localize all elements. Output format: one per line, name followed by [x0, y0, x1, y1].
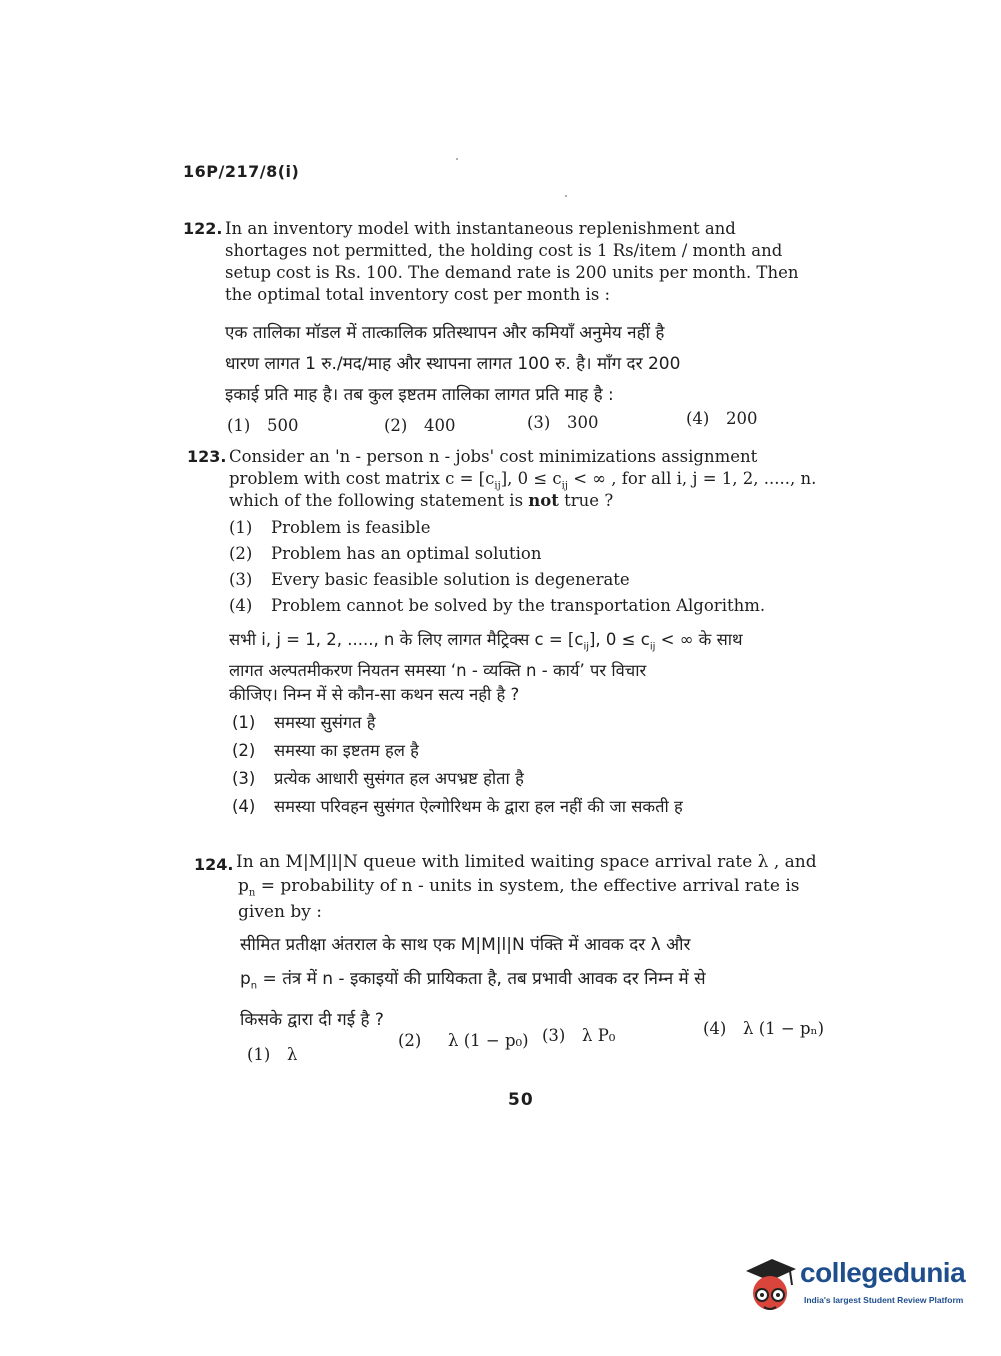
option-4: (4) Problem cannot be solved by the transportation Algorithm.: [229, 596, 766, 615]
option-3: (3) Every basic feasible solution is degenerate: [229, 570, 630, 589]
question-number: 124.: [194, 855, 234, 874]
hindi-text-line: एक तालिका मॉडल में तात्कालिक प्रतिस्थापन और कमियाँ अनुमेय नहीं है: [225, 323, 665, 343]
options-hindi: [232, 710, 683, 822]
option-3: (3) प्रत्येक आधारी सुसंगत हल अपभ्रष्ट होता है: [232, 769, 524, 788]
page-number: 50: [508, 1090, 534, 1110]
option-4: (4) λ (1 − pₙ): [703, 1019, 825, 1038]
question-text-line: In an M|M|l|N queue with limited waiting space arrival rate λ , and: [236, 852, 817, 872]
option-text: 400: [424, 416, 456, 435]
question-text-line: In an inventory model with instantaneous replenishment and: [225, 219, 736, 238]
hindi-text-line: किसके द्वारा दी गई है ?: [240, 1010, 384, 1031]
hindi-text-line: सीमित प्रतीक्षा अंतराल के साथ एक M|M|l|N पंक्ति में आवक दर λ और: [240, 935, 691, 955]
question-text-line: given by :: [238, 902, 322, 922]
option-text: 200: [726, 409, 758, 428]
question-number: 122.: [183, 219, 223, 238]
option-number: (2): [384, 416, 408, 435]
option-3: [527, 413, 599, 432]
hindi-text-line: लागत अल्पतमीकरण नियतन समस्या ‘n - व्यक्ति n - कार्य’ पर विचार: [229, 661, 647, 681]
brand-name: collegedunia: [800, 1257, 966, 1288]
option-2: (2) λ (1 − p₀): [398, 1031, 529, 1050]
options-english: [229, 518, 765, 622]
question-123-hindi: [229, 628, 829, 707]
option-1: (1) समस्या सुसंगत है: [232, 713, 376, 732]
hindi-text-line: धारण लागत 1 रु./मद/माह और स्थापना लागत 100 रु. है। माँग दर 200: [225, 354, 681, 374]
hindi-text-line: सभी i, j = 1, 2, ....., n के लिए लागत मैट्रिक्स $c = [c_{ij}]$, $0 \le c_{ij}$ < ∞ के साथ: [229, 630, 743, 653]
option-number: (4): [686, 409, 710, 428]
question-text-line: $p_n$ = probability of n - units in system, the effective arrival rate is: [238, 876, 800, 899]
scan-speck: [456, 158, 458, 160]
option-2: (2) Problem has an optimal solution: [229, 544, 542, 563]
hindi-text-line: इकाई प्रति माह है। तब कुल इष्टतम तालिका लागत प्रति माह है :: [225, 385, 614, 405]
option-3: (3) λ P₀: [542, 1026, 616, 1045]
question-number: 123.: [187, 447, 227, 466]
brand-tagline: India's largest Student Review Platform: [804, 1295, 964, 1305]
question-122-hindi: [225, 318, 825, 411]
option-4: [686, 409, 758, 428]
scan-speck: [565, 195, 567, 197]
option-text: 300: [567, 413, 599, 432]
option-1: [227, 416, 299, 435]
option-2: [384, 416, 456, 435]
paper-code: 16P/217/8(i): [183, 162, 300, 181]
option-2: (2) समस्या का इष्टतम हल है: [232, 741, 419, 760]
question-text-line: which of the following statement is not true ?: [229, 491, 614, 510]
question-text-line: setup cost is Rs. 100. The demand rate is 200 units per month. Then: [225, 263, 799, 282]
option-1: (1) Problem is feasible: [229, 518, 431, 537]
collegedunia-logo: [742, 1251, 972, 1323]
hindi-text-line: $p_n$ = तंत्र में n - इकाइयों की प्रायिकता है, तब प्रभावी आवक दर निम्न में से: [240, 969, 706, 992]
question-text-line: Consider an 'n - person n - jobs' cost minimizations assignment: [229, 447, 758, 466]
option-4: (4) समस्या परिवहन सुसंगत ऐल्गोरिथम के द्वारा हल नहीं की जा सकती ह: [232, 797, 683, 816]
option-number: (1): [227, 416, 251, 435]
mascot-icon: [742, 1255, 798, 1317]
question-text-line: the optimal total inventory cost per month is :: [225, 285, 611, 304]
question-text-line: problem with cost matrix $c = [c_{ij}]$, $0 \le c_{ij}$ < ∞ , for all i, j = 1, 2, ....., n.: [229, 469, 817, 492]
option-1: (1) λ: [247, 1045, 298, 1064]
hindi-text-line: कीजिए। निम्न में से कौन-सा कथन सत्य नही है ?: [229, 685, 520, 705]
question-text-line: shortages not permitted, the holding cost is 1 Rs/item / month and: [225, 241, 783, 260]
option-text: 500: [267, 416, 299, 435]
option-number: (3): [527, 413, 551, 432]
